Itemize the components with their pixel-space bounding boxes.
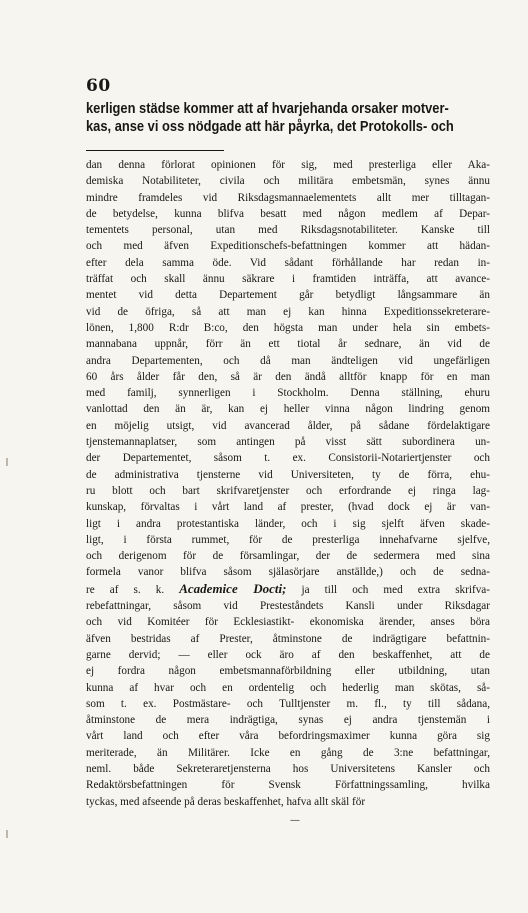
footnote-line: och vid Komitéer för Ecklesiastikt- ekonomiska ärender, anses böra: [86, 616, 490, 629]
footnote-line: der Departementet, såsom t. ex. Consistorii-Notariertjenster och: [86, 452, 490, 465]
footnote-line: 60 års ålder får den, så är den ändå alltför knapp för en man: [86, 370, 490, 383]
scan-speck: [6, 830, 8, 838]
main-text-line: kerligen städse kommer att af hvarjehanda orsaker motver-: [86, 100, 449, 117]
footnote-line: dan denna förlorat opinionen för sig, med presterliga eller Aka-: [86, 159, 490, 171]
footnote-line: mindre framdeles vid Riksdagsmannaelementets allt mer tilltagan-: [86, 191, 490, 204]
footnote-emphasis: Academice Docti;: [179, 580, 287, 596]
footnote-line: vid de öfriga, så att man ej kan hinna Expeditionssekreterare-: [86, 305, 490, 318]
footnote-line: Redaktörsbefattningen för Svensk Författningssamling, hvilka: [86, 779, 490, 792]
scan-speck: [6, 458, 8, 466]
footnote-line-text: ja till och med extra skrifva-: [286, 583, 490, 596]
footnote-line: kunna af hvar och en ordentelig och hederlig man skötas, så-: [86, 681, 490, 694]
page-bottom-dash: —: [290, 815, 300, 826]
footnote-line: som t. ex. Postmästare- och Tulltjenster m. fl., ty till sådana,: [86, 697, 490, 710]
footnote-line: [86, 581, 490, 598]
footnote-line: tementets personal, utan med Riksdagsnotabiliteter. Kanske till: [86, 224, 490, 237]
footnote-line: demiska Notabiliteter, civila och militära embetsmän, synes ännu: [86, 175, 490, 188]
footnote-line: formela vanor blifva såsom själasörjare anställde,) och de sedna-: [86, 566, 490, 579]
footnote-line: och derigenom för de församlingar, der de sedermera med sina: [86, 550, 490, 563]
footnote-line: och med äfven Expeditionschefs-befattningen kommer att hädan-: [86, 240, 490, 253]
footnote-line: andra Departementen, och då man ändteligen vid ungefärligen: [86, 354, 490, 367]
footnote-line: garne dervid; — eller ock äro af den beskaffenhet, att de: [86, 648, 490, 661]
main-text: [86, 100, 486, 136]
footnote-separator-rule: [86, 150, 224, 151]
footnote-line: lönen, 1,800 R:dr B:co, den högsta man under hela sin embets-: [86, 321, 490, 334]
footnote-line: neml. både Sekreteraretjensterna hos Universitetens Kansler och: [86, 762, 490, 775]
footnote-line: rebefattningar, såsom vid Presteståndets Kansli under Riksdagar: [86, 600, 490, 613]
footnote-line: ligt i andra protestantiska länder, och i sig sjelft äfven skade-: [86, 517, 490, 530]
page-number: 60: [86, 76, 111, 96]
footnote-line: åtminstone de mera indrägtiga, synas ej andra tjenstemän i: [86, 714, 490, 727]
footnote-line: de administrativa tjensterne vid Universiteten, ty de förra, ehu-: [86, 468, 490, 481]
footnote: [86, 157, 490, 810]
footnote-line: äfven bestridas af Prester, åtminstone de indrägtigare befattnin-: [86, 632, 490, 645]
footnote-line: meriterade, än Militärer. Icke en gång de 3:ne befattningar,: [86, 746, 490, 759]
footnote-line: med familj, synnerligen i Stockholm. Denna ställning, ehuru: [86, 387, 490, 400]
footnote-line: träffat och skall ännu säkrare i framtiden inträffa, att avance-: [86, 273, 490, 286]
footnote-line: ru blott och bart skrifvaretjenster och erfordrande ej ringa lag-: [86, 484, 490, 497]
footnote-line: en möjelig utsigt, vid avancerad ålder, på sådane fördelaktigare: [86, 419, 490, 432]
footnote-line: kunskap, förvaltas i vårt land af prester, (hvad dock ej är van-: [86, 501, 490, 514]
footnote-line: vårt land och efter våra befordringsmaximer kunna göra sig: [86, 730, 490, 743]
footnote-line: ej fordra någon embetsmannaförbildning eller utbildning, utan: [86, 665, 490, 678]
footnote-line: mannabana uppnår, förr än ett tiotal år sednare, än vid de: [86, 338, 490, 351]
footnote-line: de betydelse, kunna blifva besatt med någon medlem af Depar-: [86, 207, 490, 220]
footnote-line-text: re af s. k.: [86, 583, 180, 596]
footnote-line: ligt, i första rummet, för de presterliga innehafvarne sjelfve,: [86, 533, 490, 546]
footnote-line: tjenstemannaplatser, som antingen på visst sätt subordinera un-: [86, 436, 490, 449]
footnote-line: mentet vid detta Departement går betydligt långsammare än: [86, 289, 490, 302]
footnote-line: tyckas, med afseende på deras beskaffenhet, hafva allt skäl för: [86, 795, 366, 808]
main-text-line: kas, anse vi oss nödgade att här påyrka, det Protokolls- och: [86, 118, 454, 135]
footnote-line: vanlottad den än är, kan ej heller vinna någon lindring genom: [86, 403, 490, 416]
footnote-line: efter dela samma öde. Vid sådant förhållande har redan in-: [86, 256, 490, 269]
